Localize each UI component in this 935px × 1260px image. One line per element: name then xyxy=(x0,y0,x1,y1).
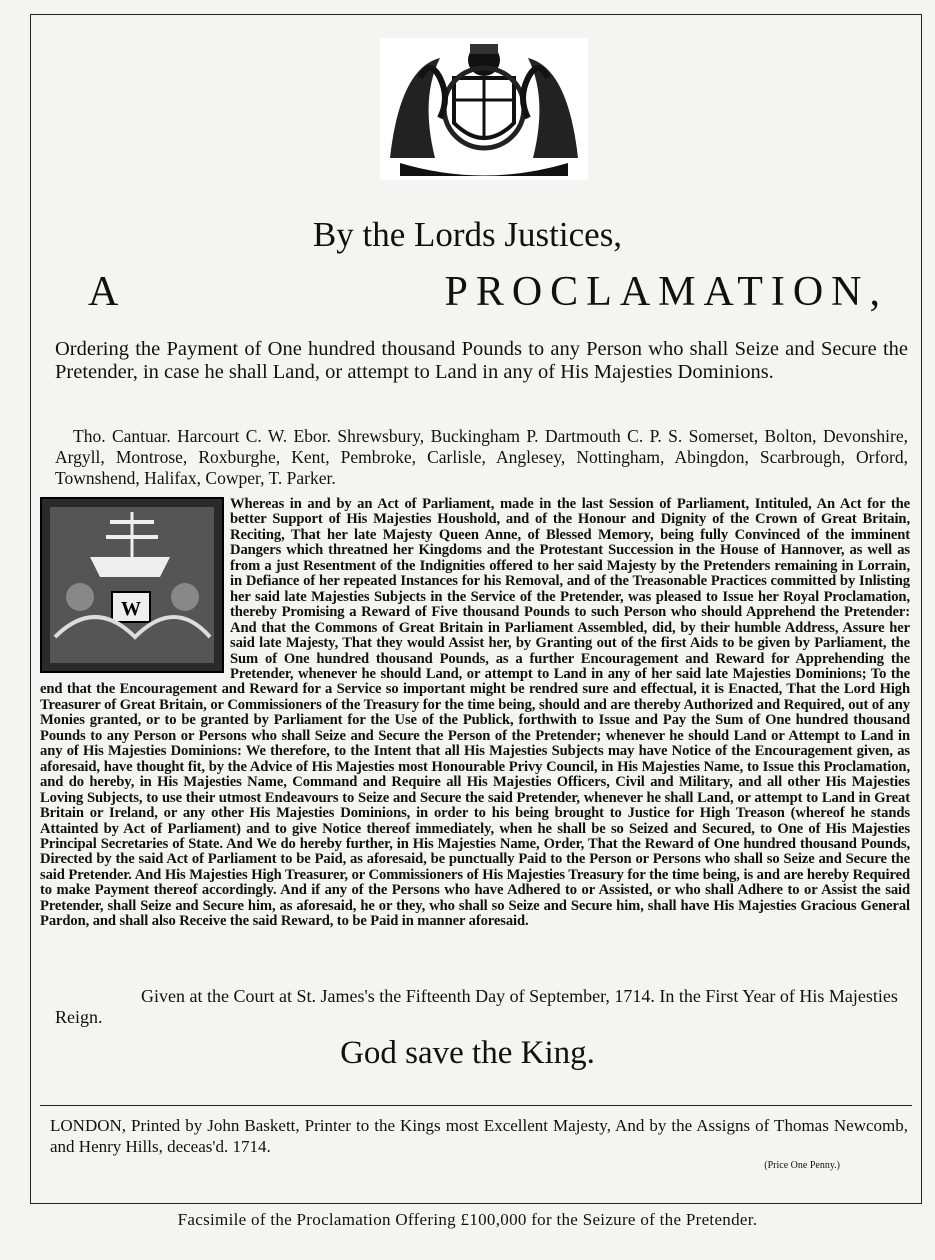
decorative-initial-woodcut-icon xyxy=(40,497,224,673)
facsimile-caption: Facsimile of the Proclamation Offering £100,000 for the Seizure of the Pretender. xyxy=(177,1210,758,1229)
proclamation-title: A PROCLAMATION, xyxy=(88,269,888,315)
price: (Price One Penny.) xyxy=(764,1160,840,1171)
divider xyxy=(40,1105,912,1106)
printer-imprint: LONDON, Printed by John Baskett, Printer to the Kings most Excellent Majesty, And by the Assigns of Thomas Newcomb, and Henry Hills, deceas'd. 1714. xyxy=(50,1116,908,1156)
given-at-court: Given at the Court at St. James's the Fifteenth Day of September, 1714. In the First Year of His Majesties Reign. xyxy=(55,986,898,1027)
body-text: Whereas in and by an Act of Parliament, made in the last Session of Parliament, Intituled, An Act for the better Support of His Majesties Houshold, and of the Honour and Dignity of the Crown of Great Britain, Reciting, That her late Majesty Queen Anne, of Blessed Memory, being fully Convinced of the imminent Dangers which threatned her Kingdoms and the Protestant Succession in the House of Hannover, as well as from a just Resentment of the Indignities offered to her said Majesty by the Pretenders remaining in Lorrain, in Defiance of her repeated Instances for his Removal, and of the Treasonable Practices committed by Inlisting her said late Majesties Subjects in the Service of the Pretender, was pleased to Issue her Royal Proclamation, thereby Promising a Reward of Five thousand Pounds to such Person who should Apprehend the Pretender: And that the Commons of Great Britain in Parliament Assembled, did, by their humble Address, Assure her said late Majesty, That they would Assist her, by Granting out of the first Aids to be given by Parliament, the Sum of One hundred thousand Pounds, as a further Encouragement and Reward for Apprehending the Pretender, whenever he should Land, or attempt to Land in any of her said late Majesties Dominions; To the end that the Encouragement and Reward for a Service so important might be rendred sure and effectual, it is Enacted, That the Lord High Treasurer of Great Britain, or Commissioners of the Treasury for the time being, should and are thereby Authorized and Required, out of any Monies granted, or to be granted by Parliament for the Use of the Publick, forthwith to Issue and Pay the Sum of One hundred thousand Pounds to any Person or Persons who shall Seize and Secure the Person of the Pretender; whenever he should Land or Attempt to Land in any of His Majesties Dominions: We therefore, to the Intent that all His Majesties Subjects may have Notice of the Encouragement given, as aforesaid, have thought fit, by the Advice of His Majesties most Honourable Privy Council, in His Majesties Name, to Issue this Proclamation, and do hereby, in His Majesties Name, Command and Require all His Majesties Officers, Civil and Military, and all other His Majesties Loving Subjects, to use their utmost Endeavours to Seize and Secure the said Pretender, whenever he shall Land, or attempt to Land in Great Britain or Ireland, or any other His Majesties Dominions, in order to his being brought to Justice for High Treason (whereof he stands Attainted by Act of Parliament) and to give Notice thereof immediately, when he shall be so Seized and Secured, to One of His Majesties Principal Secretaries of State. And We do hereby further, in His Majesties Name, Order, That the Reward of One hundred thousand Pounds, Directed by the said Act of Parliament to be Paid, as aforesaid, be punctually Paid to the Person or Persons who shall so Seize and Secure the said Pretender. And His Majesties High Treasurer, or Commissioners of His Majesties Treasury for the time being, is and are hereby Required to make Payment thereof accordingly. And if any of the Persons who have Adhered to or Assisted, or who shall Adhere to or Assist the said Pretender, shall Seize and Secure him, as aforesaid, he or they, who shall so Seize and Secure him, shall have His Majesties Gracious General Pardon, and shall also Receive the said Reward, to be Paid in manner aforesaid. xyxy=(40,496,910,930)
svg-text:W: W xyxy=(121,598,141,620)
proclamation-body xyxy=(40,497,910,930)
signatories: Tho. Cantuar. Harcourt C. W. Ebor. Shrewsbury, Buckingham P. Dartmouth C. P. S. Somerset, Bolton, Devonshire, Argyll, Montrose, Roxburghe, Kent, Pembroke, Carlisle, Anglesey, Nottingham, Abingdon, Scarbrough, Orford, Townshend, Halifax, Cowper, T. Parker. xyxy=(55,426,908,488)
god-save-the-king: God save the King. xyxy=(340,1035,595,1071)
subtitle: Ordering the Payment of One hundred thousand Pounds to any Person who shall Seize and Secure the Pretender, in case he shall Land, or attempt to Land in any of His Majesties Dominions. xyxy=(55,338,908,383)
royal-coat-of-arms-icon xyxy=(380,38,588,180)
heading: By the Lords Justices, xyxy=(312,215,623,254)
